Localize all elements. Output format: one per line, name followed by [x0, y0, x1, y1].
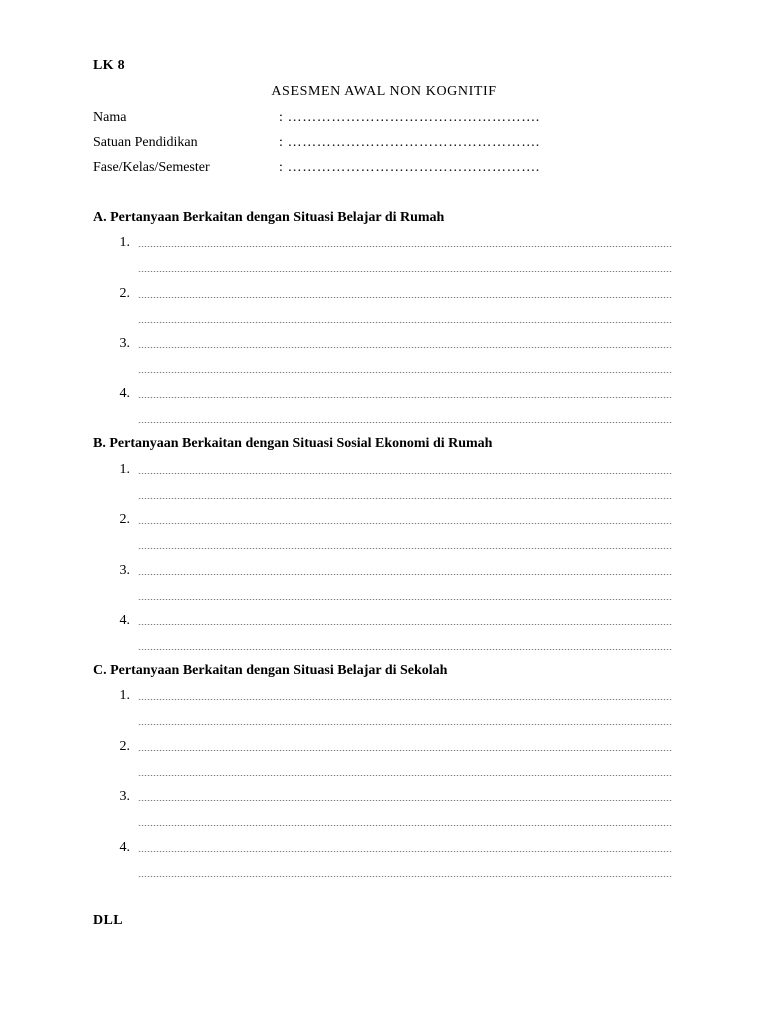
answer-line: [138, 397, 672, 398]
answer-line: [138, 624, 672, 625]
section-a-item-number: 4.: [119, 386, 130, 401]
section-a-item-number: 3.: [119, 336, 130, 351]
section-title-c: C. Pertanyaan Berkaitan dengan Situasi Belajar di Sekolah: [93, 663, 448, 678]
answer-line: [138, 724, 672, 725]
answer-line: [138, 699, 672, 700]
document-title: ASESMEN AWAL NON KOGNITIF: [271, 84, 497, 99]
answer-line: [138, 825, 672, 826]
answer-line: [138, 498, 672, 499]
answer-line: [138, 523, 672, 524]
answer-line: [138, 775, 672, 776]
field-label-nama: Nama: [93, 110, 127, 125]
document-code: LK 8: [93, 58, 125, 73]
answer-line: [138, 347, 672, 348]
answer-line: [138, 800, 672, 801]
section-b-item-number: 1.: [119, 462, 130, 477]
section-b-item-number: 4.: [119, 613, 130, 628]
answer-line: [138, 574, 672, 575]
section-c-item-number: 4.: [119, 840, 130, 855]
answer-line: [138, 246, 672, 247]
field-label-fase-kelas-semester: Fase/Kelas/Semester: [93, 160, 210, 175]
answer-line: [138, 422, 672, 423]
field-value-fase-kelas-semester: : …………………………………………….: [279, 160, 540, 175]
answer-line: [138, 649, 672, 650]
answer-line: [138, 851, 672, 852]
answer-line: [138, 297, 672, 298]
answer-line: [138, 750, 672, 751]
answer-line: [138, 372, 672, 373]
answer-line: [138, 271, 672, 272]
answer-line: [138, 876, 672, 877]
field-value-satuan-pendidikan: : …………………………………………….: [279, 135, 540, 150]
answer-line: [138, 548, 672, 549]
section-a-item-number: 2.: [119, 286, 130, 301]
answer-line: [138, 322, 672, 323]
field-value-nama: : …………………………………………….: [279, 110, 540, 125]
section-title-a: A. Pertanyaan Berkaitan dengan Situasi Belajar di Rumah: [93, 210, 445, 225]
section-c-item-number: 1.: [119, 688, 130, 703]
answer-line: [138, 473, 672, 474]
closing-text: DLL: [93, 913, 123, 928]
section-a-item-number: 1.: [119, 235, 130, 250]
field-label-satuan-pendidikan: Satuan Pendidikan: [93, 135, 198, 150]
section-title-b: B. Pertanyaan Berkaitan dengan Situasi Sosial Ekonomi di Rumah: [93, 436, 493, 451]
answer-line: [138, 599, 672, 600]
section-c-item-number: 2.: [119, 739, 130, 754]
section-c-item-number: 3.: [119, 789, 130, 804]
section-b-item-number: 2.: [119, 512, 130, 527]
section-b-item-number: 3.: [119, 563, 130, 578]
